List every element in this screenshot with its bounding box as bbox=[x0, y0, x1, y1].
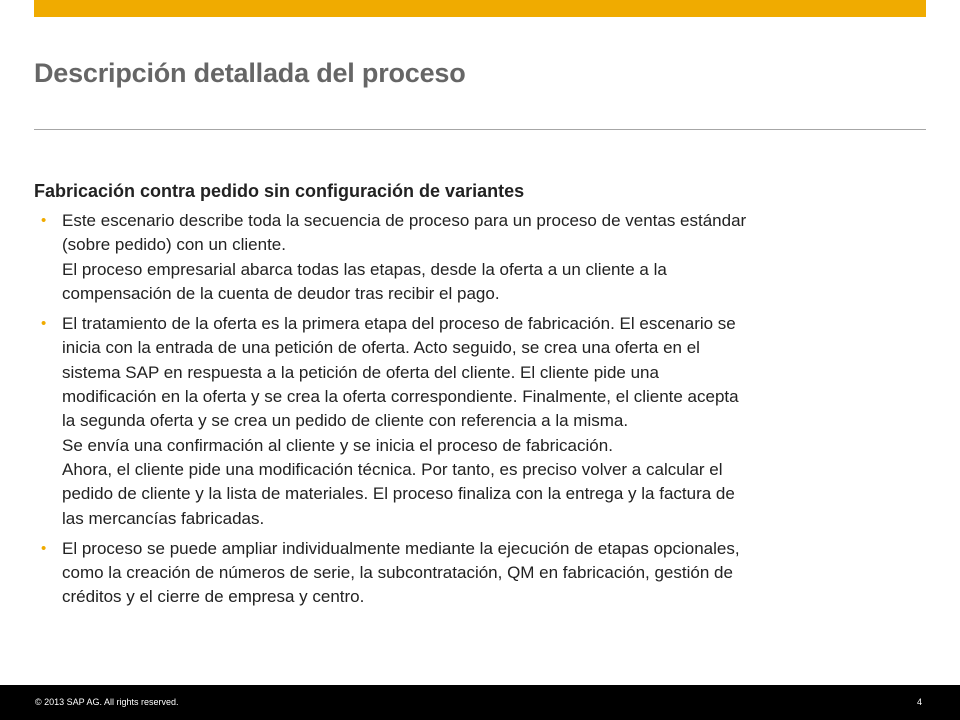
bullet-text-line: sistema SAP en respuesta a la petición de oferta del cliente. El cliente pide una bbox=[62, 362, 659, 382]
slide-title: Descripción detallada del proceso bbox=[34, 58, 466, 88]
bullet-text-line: El proceso empresarial abarca todas las etapas, desde la oferta a un cliente a la bbox=[62, 259, 667, 279]
bullet-text-line: las mercancías fabricadas. bbox=[62, 508, 265, 528]
bullet-text-line: Se envía una confirmación al cliente y se inicia el proceso de fabricación. bbox=[62, 435, 613, 455]
bullet-list bbox=[34, 209, 926, 610]
bullet-marker-icon: • bbox=[41, 539, 47, 557]
bullet-text-line: como la creación de números de serie, la subcontratación, QM en fabricación, gestión de bbox=[62, 563, 733, 583]
bullet-text-line: créditos y el cierre de empresa y centro. bbox=[62, 587, 365, 607]
bullet-item bbox=[34, 209, 926, 306]
bullet-item bbox=[34, 537, 926, 610]
copyright-notice: © 2013 SAP AG. All rights reserved. bbox=[35, 697, 179, 707]
bullet-text-line: compensación de la cuenta de deudor tras recibir el pago. bbox=[62, 283, 500, 303]
page-number: 4 bbox=[916, 697, 922, 707]
slide-content bbox=[34, 178, 926, 616]
bullet-marker-icon: • bbox=[41, 212, 47, 229]
bullet-text-line: modificación en la oferta y se crea la oferta correspondiente. Finalmente, el cliente acepta bbox=[62, 387, 739, 407]
bullet-text-line: El proceso se puede ampliar individualmente mediante la ejecución de etapas opcionales, bbox=[62, 538, 740, 558]
bullet-text-line: inicia con la entrada de una petición de oferta. Acto seguido, se crea una oferta en el bbox=[62, 338, 700, 358]
top-accent-bar bbox=[34, 0, 926, 17]
bullet-item bbox=[34, 312, 926, 531]
bullet-text-line: Ahora, el cliente pide una modificación técnica. Por tanto, es preciso volver a calcular el bbox=[62, 459, 723, 479]
bullet-text-line: pedido de cliente y la lista de materiales. El proceso finaliza con la entrega y la factura de bbox=[62, 484, 735, 504]
bullet-text-line: (sobre pedido) con un cliente. bbox=[62, 235, 286, 255]
title-divider bbox=[34, 129, 926, 130]
bullet-text-line: El tratamiento de la oferta es la primera etapa del proceso de fabricación. El escenario se bbox=[62, 314, 736, 334]
bullet-text-line: la segunda oferta y se crea un pedido de cliente con referencia a la misma. bbox=[62, 411, 629, 431]
bullet-marker-icon: • bbox=[41, 315, 47, 333]
footer-bar bbox=[0, 685, 960, 720]
bullet-text-line: Este escenario describe toda la secuencia de proceso para un proceso de ventas estándar bbox=[62, 211, 747, 230]
slide-subtitle: Fabricación contra pedido sin configuración de variantes bbox=[34, 181, 525, 201]
